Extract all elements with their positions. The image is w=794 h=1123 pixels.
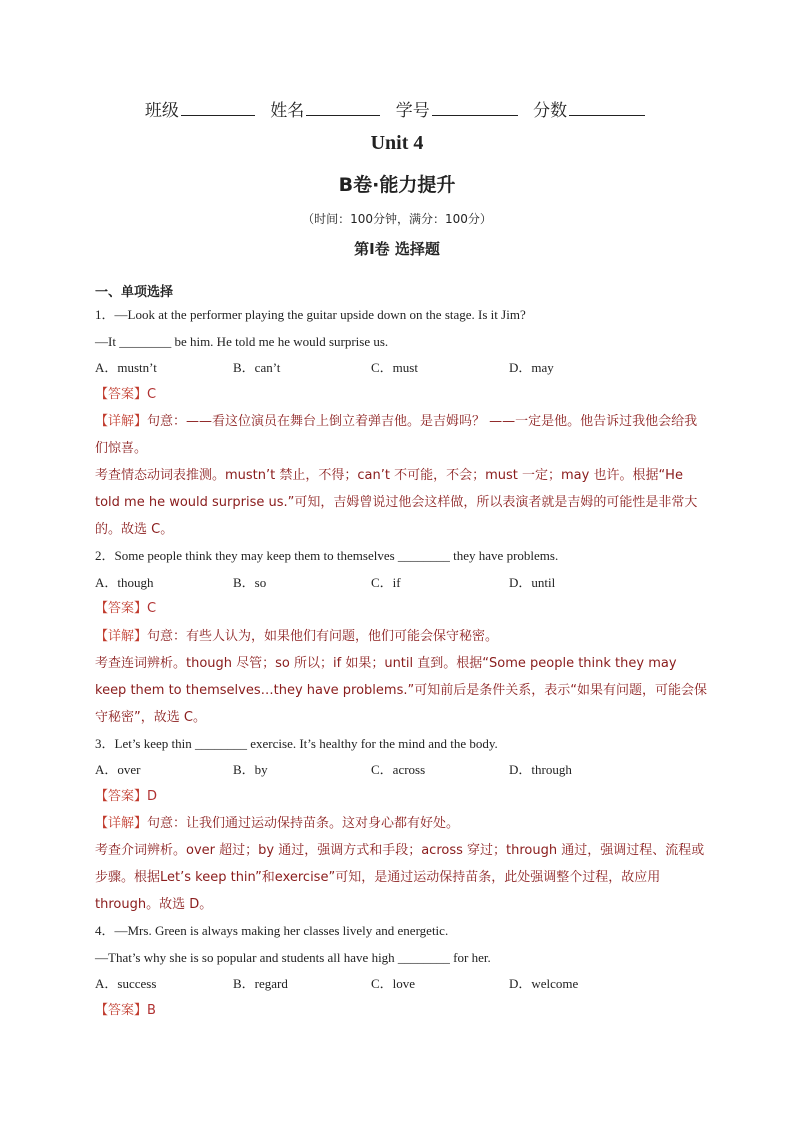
detail-body: 句意：——看这位演员在舞台上倒立着弹吉他。是吉姆吗？ ——一定是他。他告诉过我他会给我们惊喜。 <box>95 414 698 456</box>
student-info-header <box>0 96 794 121</box>
option-c: C．across <box>371 762 426 777</box>
class-label: 班级 <box>144 101 179 121</box>
detail-text <box>95 810 710 837</box>
option-a: A．success <box>95 976 157 991</box>
unit-title: Unit 4 <box>370 132 424 154</box>
analysis-text: 考查情态动词表推测。mustn’t 禁止，不得；can’t 不可能，不会；must 一定；may 也许。根据“He told me he would surprise us.”可知，吉姆曾说过他会这样做，所以表演者就是吉姆的可能性是非常大的。故选 C。 <box>95 468 698 537</box>
class-blank <box>181 101 255 116</box>
answer-tag: 【答案】 <box>95 601 148 616</box>
question-block <box>95 302 710 543</box>
analysis-text: 考查连词辨析。though 尽管；so 所以；if 如果；until 直到。根据“Some people think they may keep them to themselves…they have problems.”可知前后是条件关系，表示“如果有问题，可能会保守秘密”，故选 C。 <box>95 655 707 725</box>
question-stem: 3．Let’s keep thin ________ exercise. It’s healthy for the mind and the body. <box>95 735 498 751</box>
answer-tag: 【答案】 <box>95 788 148 804</box>
question-block <box>95 918 710 1024</box>
option-d: D．until <box>509 574 556 590</box>
answer-tag: 【答案】 <box>95 386 148 402</box>
student-id-blank <box>432 101 518 116</box>
answer-line <box>95 784 710 811</box>
detail-body: 句意：让我们通过运动保持苗条。这对身心都有好处。 <box>147 816 460 831</box>
options-row <box>95 355 710 382</box>
option-c: C．love <box>371 976 416 991</box>
option-d: D．welcome <box>509 976 579 991</box>
detail-tag: 【详解】 <box>95 628 148 644</box>
score-blank <box>569 101 645 116</box>
answer-line <box>95 382 710 409</box>
name-label: 姓名 <box>270 101 305 121</box>
option-d: D．may <box>509 360 554 375</box>
option-b: B．can’t <box>233 360 281 375</box>
option-c: C．if <box>371 574 401 590</box>
name-blank <box>306 101 380 116</box>
answer-line <box>95 596 710 623</box>
detail-text <box>95 623 710 650</box>
option-a: A．over <box>95 762 141 777</box>
option-c: C．must <box>371 360 418 375</box>
question-stem: —That’s why she is so popular and students all have high ________ for her. <box>95 949 491 965</box>
detail-text <box>95 408 710 462</box>
answer-line <box>95 998 710 1025</box>
answer-value: C <box>147 601 157 616</box>
paper-title: B卷·能力提升 <box>338 174 456 196</box>
score-label: 分数 <box>533 101 568 121</box>
question-block <box>95 543 710 731</box>
option-b: B．by <box>233 762 268 777</box>
options-row <box>95 757 710 784</box>
option-d: D．through <box>509 762 572 777</box>
question-content <box>95 284 710 1024</box>
question-stem: 4．—Mrs. Green is always making her classes lively and energetic. <box>95 923 449 938</box>
analysis-text: 考查介词辨析。over 超过；by 通过，强调方式和手段；across 穿过；through 通过，强调过程、流程或步骤。根据Let’s keep thin”和exercise”可知，是通过运动保持苗条，此处强调整个过程，故应用through。故选 D。 <box>95 843 705 912</box>
detail-tag: 【详解】 <box>95 414 148 429</box>
option-a: A．mustn’t <box>95 360 157 375</box>
question-stem: 2．Some people think they may keep them to themselves ________ they have problems. <box>95 548 559 563</box>
time-info: （时间：100分钟，满分：100分） <box>302 212 492 226</box>
option-b: B．regard <box>233 976 288 991</box>
question-stem: —It ________ be him. He told me he would surprise us. <box>95 333 389 349</box>
options-row <box>95 971 710 998</box>
answer-value: D <box>147 788 158 804</box>
detail-tag: 【详解】 <box>95 816 148 831</box>
question-stem: 1．—Look at the performer playing the guitar upside down on the stage. Is it Jim? <box>95 307 526 322</box>
student-id-label: 学号 <box>395 101 430 121</box>
answer-value: B <box>147 1002 156 1018</box>
answer-tag: 【答案】 <box>95 1002 148 1018</box>
option-b: B．so <box>233 574 267 590</box>
answer-value: C <box>147 386 157 402</box>
detail-body: 句意：有些人认为，如果他们有问题，他们可能会保守秘密。 <box>147 628 499 644</box>
part-heading: 一、单项选择 <box>95 285 174 300</box>
section-title: 第Ⅰ卷 选择题 <box>354 240 440 258</box>
options-row <box>95 570 710 597</box>
question-block <box>95 731 710 919</box>
option-a: A．though <box>95 574 154 590</box>
